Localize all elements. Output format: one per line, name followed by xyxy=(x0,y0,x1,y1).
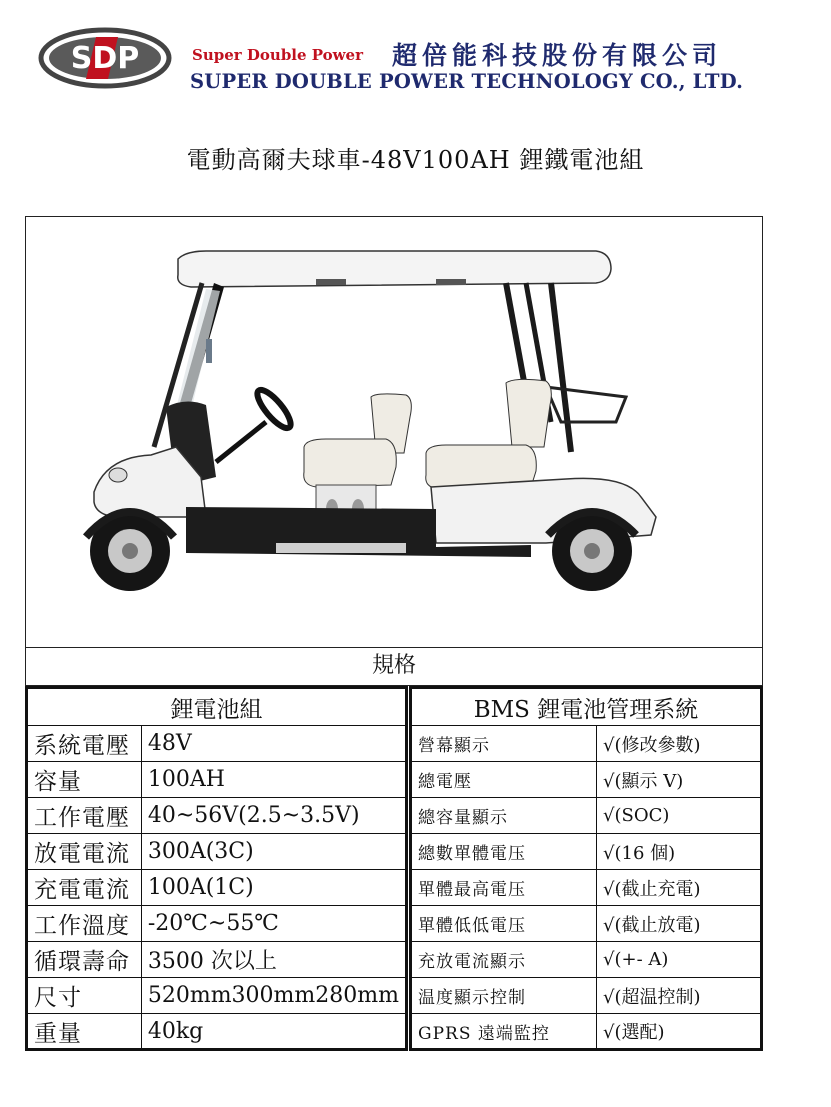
document-title: 電動高爾夫球車-48V100AH 鋰鐵電池組 xyxy=(186,146,645,174)
spec-value: 100A(1C) xyxy=(141,870,406,906)
bms-key: 營幕顯示 xyxy=(411,726,597,762)
table-row xyxy=(411,870,762,906)
spec-key: 工作電壓 xyxy=(27,798,142,834)
spec-key: 放電電流 xyxy=(27,834,142,870)
canopy-roof xyxy=(178,251,611,287)
table-row xyxy=(27,1014,407,1050)
bms-key: 温度顯示控制 xyxy=(411,978,597,1014)
spec-key: 循環壽命 xyxy=(27,942,142,978)
table-row xyxy=(411,798,762,834)
bms-spec-table xyxy=(409,686,763,1051)
table-row xyxy=(27,906,407,942)
spec-key: 重量 xyxy=(27,1014,142,1050)
logo-text: SDP xyxy=(70,41,140,76)
spec-value: -20℃~55℃ xyxy=(141,906,406,942)
spec-value: 3500 次以上 xyxy=(141,942,406,978)
company-logo xyxy=(38,27,172,89)
spec-value: 100AH xyxy=(141,762,406,798)
table-row xyxy=(411,834,762,870)
bms-key: 總容量顯示 xyxy=(411,798,597,834)
bms-key: 充放電流顯示 xyxy=(411,942,597,978)
table-row xyxy=(411,942,762,978)
table-row xyxy=(411,1014,762,1050)
spec-key: 充電電流 xyxy=(27,870,142,906)
bms-key: 單體最高電压 xyxy=(411,870,597,906)
spec-key: 尺寸 xyxy=(27,978,142,1014)
bms-value: √(16 個) xyxy=(597,834,762,870)
table-row xyxy=(27,726,407,762)
bms-value: √(顯示 V) xyxy=(597,762,762,798)
table-row xyxy=(27,942,407,978)
table-row xyxy=(411,762,762,798)
bms-value: √(截止放電) xyxy=(597,906,762,942)
golf-cart-photo xyxy=(25,216,763,648)
bms-key: 總電壓 xyxy=(411,762,597,798)
bms-value: √(+- A) xyxy=(597,942,762,978)
bms-value: √(SOC) xyxy=(597,798,762,834)
bms-key: 總數單體電压 xyxy=(411,834,597,870)
spec-value: 40~56V(2.5~3.5V) xyxy=(141,798,406,834)
spec-value: 520mm300mm280mm xyxy=(141,978,406,1014)
table-row xyxy=(27,978,407,1014)
battery-spec-table xyxy=(25,686,408,1051)
table-row xyxy=(411,978,762,1014)
bms-key: GPRS 遠端監控 xyxy=(411,1014,597,1050)
spec-key: 工作溫度 xyxy=(27,906,142,942)
company-name-en: SUPER DOUBLE POWER TECHNOLOGY CO., LTD. xyxy=(190,70,744,93)
spec-value: 48V xyxy=(141,726,406,762)
bms-value: √(選配) xyxy=(597,1014,762,1050)
table-row xyxy=(411,906,762,942)
table-row xyxy=(27,870,407,906)
spec-heading: 規格 xyxy=(25,648,763,686)
spec-value: 40kg xyxy=(141,1014,406,1050)
bms-key: 單體低低電压 xyxy=(411,906,597,942)
bms-value: √(修改參數) xyxy=(597,726,762,762)
bms-value: √(超温控制) xyxy=(597,978,762,1014)
company-name-en-small: Super Double Power xyxy=(192,46,364,64)
table-row xyxy=(27,798,407,834)
spec-value: 300A(3C) xyxy=(141,834,406,870)
bms-value: √(截止充電) xyxy=(597,870,762,906)
spec-key: 系統電壓 xyxy=(27,726,142,762)
bms-table-header: BMS 鋰電池管理系統 xyxy=(411,688,762,726)
table-row xyxy=(27,834,407,870)
golf-cart-illustration xyxy=(26,217,764,649)
table-row xyxy=(27,762,407,798)
company-name-zh: 超倍能科技股份有限公司 xyxy=(392,41,723,70)
table-row xyxy=(411,726,762,762)
spec-key: 容量 xyxy=(27,762,142,798)
company-header xyxy=(0,0,831,100)
battery-table-header: 鋰電池組 xyxy=(27,688,407,726)
